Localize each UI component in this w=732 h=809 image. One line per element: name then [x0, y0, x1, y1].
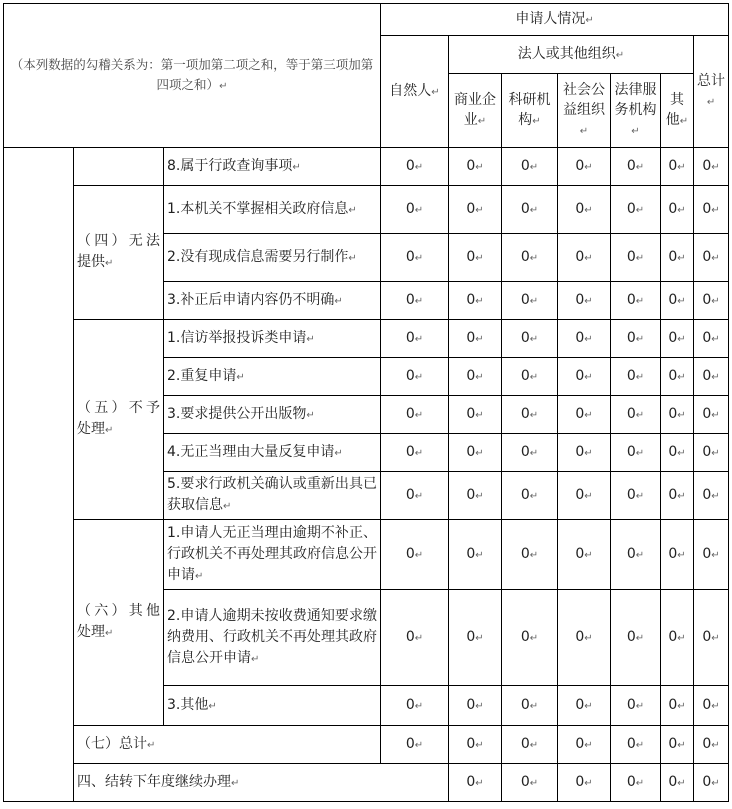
value-cell: 0↵: [381, 186, 449, 234]
paragraph-mark: ↵: [414, 295, 424, 307]
paragraph-mark: ↵: [711, 549, 720, 561]
paragraph-mark: ↵: [711, 739, 720, 751]
value-cell: 0↵: [449, 148, 502, 186]
paragraph-mark: ↵: [711, 161, 720, 173]
value-cell: 0↵: [381, 686, 449, 726]
paragraph-mark: ↵: [529, 777, 539, 789]
group-label-six: （六）其他处理↵: [74, 520, 164, 726]
paragraph-mark: ↵: [475, 295, 484, 307]
paragraph-mark: ↵: [677, 295, 686, 307]
paragraph-mark: ↵: [711, 371, 720, 383]
value-cell: 0↵: [611, 520, 661, 590]
value-cell: 0↵: [611, 726, 661, 764]
value-cell: 0↵: [558, 234, 611, 282]
value-cell: 0↵: [502, 186, 558, 234]
paragraph-mark: ↵: [584, 739, 593, 751]
table-note-cell: [4, 4, 381, 148]
paragraph-mark: ↵: [584, 632, 593, 644]
value-cell: 0↵: [558, 396, 611, 434]
paragraph-mark: ↵: [414, 700, 424, 712]
value-cell: 0↵: [661, 234, 694, 282]
paragraph-mark: ↵: [414, 739, 424, 751]
paragraph-mark: ↵: [414, 371, 424, 383]
paragraph-mark: ↵: [677, 409, 686, 421]
row-label: 3.其他↵: [164, 686, 381, 726]
paragraph-mark: ↵: [414, 549, 424, 561]
value-cell: 0↵: [694, 686, 729, 726]
value-cell: 0↵: [449, 686, 502, 726]
paragraph-mark: ↵: [529, 700, 539, 712]
paragraph-mark: ↵: [631, 125, 640, 137]
commercial-header: 商业企业↵: [449, 74, 502, 148]
value-cell: 0↵: [661, 282, 694, 320]
paragraph-mark: ↵: [584, 549, 593, 561]
value-cell: 0↵: [694, 472, 729, 520]
paragraph-mark: ↵: [585, 14, 594, 26]
paragraph-mark: ↵: [584, 371, 593, 383]
paragraph-mark: ↵: [584, 161, 593, 173]
paragraph-mark: ↵: [475, 490, 484, 502]
paragraph-mark: ↵: [223, 501, 232, 512]
value-cell: 0↵: [381, 520, 449, 590]
paragraph-mark: ↵: [679, 115, 689, 127]
paragraph-mark: ↵: [635, 549, 645, 561]
paragraph-mark: ↵: [529, 549, 539, 561]
value-cell: 0↵: [694, 520, 729, 590]
legal-service-header: 法律服务机构↵: [611, 74, 661, 148]
value-cell: 0↵: [449, 234, 502, 282]
value-cell: 0↵: [611, 472, 661, 520]
value-cell: 0↵: [449, 186, 502, 234]
total-header: 总计↵: [694, 36, 729, 148]
paragraph-mark: ↵: [584, 490, 593, 502]
paragraph-mark: ↵: [414, 333, 424, 345]
paragraph-mark: ↵: [677, 700, 686, 712]
paragraph-mark: ↵: [348, 252, 357, 264]
paragraph-mark: ↵: [231, 777, 240, 789]
paragraph-mark: ↵: [414, 161, 424, 173]
paragraph-mark: ↵: [635, 447, 645, 459]
row-label: 8.属于行政查询事项↵: [164, 148, 381, 186]
paragraph-mark: ↵: [475, 447, 484, 459]
paragraph-mark: ↵: [251, 653, 260, 665]
paragraph-mark: ↵: [334, 447, 343, 459]
paragraph-mark: ↵: [529, 409, 539, 421]
paragraph-mark: ↵: [635, 490, 645, 502]
paragraph-mark: ↵: [475, 333, 484, 345]
paragraph-mark: ↵: [677, 333, 686, 345]
paragraph-mark: ↵: [635, 739, 645, 751]
paragraph-mark: ↵: [635, 409, 645, 421]
value-cell: 0↵: [502, 396, 558, 434]
value-cell: 0↵: [502, 358, 558, 396]
value-cell: 0↵: [611, 764, 661, 802]
table-row: [4, 186, 729, 234]
paragraph-mark: ↵: [677, 204, 686, 216]
paragraph-mark: ↵: [711, 777, 720, 789]
paragraph-mark: ↵: [306, 333, 315, 345]
paragraph-mark: ↵: [677, 161, 686, 173]
paragraph-mark: ↵: [635, 632, 645, 644]
paragraph-mark: ↵: [615, 49, 625, 61]
value-cell: 0↵: [694, 396, 729, 434]
paragraph-mark: ↵: [475, 549, 484, 561]
group-label-four: （四）无法提供↵: [74, 186, 164, 320]
value-cell: 0↵: [449, 726, 502, 764]
value-cell: 0↵: [661, 472, 694, 520]
value-cell: 0↵: [661, 590, 694, 686]
value-cell: 0↵: [611, 434, 661, 472]
paragraph-mark: ↵: [475, 700, 484, 712]
paragraph-mark: ↵: [105, 425, 114, 436]
row-label: 1.本机关不掌握相关政府信息↵: [164, 186, 381, 234]
paragraph-mark: ↵: [635, 700, 645, 712]
paragraph-mark: ↵: [475, 204, 484, 216]
paragraph-mark: ↵: [635, 777, 645, 789]
paragraph-mark: ↵: [529, 447, 539, 459]
value-cell: 0↵: [558, 726, 611, 764]
paragraph-mark: ↵: [711, 447, 720, 459]
paragraph-mark: ↵: [711, 490, 720, 502]
value-cell: 0↵: [558, 358, 611, 396]
research-header: 科研机构↵: [502, 74, 558, 148]
value-cell: 0↵: [381, 434, 449, 472]
paragraph-mark: ↵: [529, 632, 539, 644]
next-year-label: 四、结转下年度继续办理↵: [74, 764, 449, 802]
paragraph-mark: ↵: [677, 252, 686, 264]
value-cell: 0↵: [381, 472, 449, 520]
table-row: [4, 148, 729, 186]
paragraph-mark: ↵: [635, 161, 645, 173]
value-cell: 0↵: [694, 320, 729, 358]
paragraph-mark: ↵: [529, 739, 539, 751]
value-cell: 0↵: [661, 520, 694, 590]
legal-org-header: 法人或其他组织↵: [449, 36, 694, 74]
value-cell: 0↵: [611, 396, 661, 434]
value-cell: 0↵: [694, 282, 729, 320]
paragraph-mark: ↵: [677, 739, 686, 751]
table-note: （本列数据的勾稽关系为：第一项加第二项之和，等于第三项加第四项之和）: [10, 56, 374, 92]
row-label: 3.补正后申请内容仍不明确↵: [164, 282, 381, 320]
value-cell: 0↵: [661, 434, 694, 472]
paragraph-mark: ↵: [414, 490, 424, 502]
value-cell: 0↵: [661, 686, 694, 726]
row-label: 2.没有现成信息需要另行制作↵: [164, 234, 381, 282]
paragraph-mark: ↵: [306, 409, 315, 421]
row-label: 5.要求行政机关确认或重新出具已获取信息↵: [164, 472, 381, 520]
paragraph-mark: ↵: [414, 632, 424, 644]
value-cell: 0↵: [661, 320, 694, 358]
value-cell: 0↵: [381, 320, 449, 358]
value-cell: 0↵: [661, 764, 694, 802]
paragraph-mark: ↵: [334, 295, 343, 307]
paragraph-mark: ↵: [475, 161, 484, 173]
paragraph-mark: ↵: [475, 252, 484, 264]
paragraph-mark: ↵: [711, 252, 720, 264]
value-cell: 0↵: [661, 148, 694, 186]
value-cell: 0↵: [558, 186, 611, 234]
paragraph-mark: ↵: [475, 371, 484, 383]
paragraph-mark: ↵: [635, 333, 645, 345]
paragraph-mark: ↵: [711, 333, 720, 345]
row-label: 1.信访举报投诉类申请↵: [164, 320, 381, 358]
paragraph-mark: ↵: [706, 96, 716, 108]
paragraph-mark: ↵: [147, 739, 156, 751]
paragraph-mark: ↵: [584, 777, 593, 789]
value-cell: 0↵: [502, 764, 558, 802]
paragraph-mark: ↵: [414, 447, 424, 459]
value-cell: 0↵: [502, 520, 558, 590]
value-cell: 0↵: [694, 186, 729, 234]
applicant-header: 申请人情况↵: [381, 4, 729, 36]
value-cell: 0↵: [694, 726, 729, 764]
value-cell: 0↵: [381, 590, 449, 686]
value-cell: 0↵: [502, 686, 558, 726]
value-cell: 0↵: [694, 358, 729, 396]
value-cell: 0↵: [611, 320, 661, 358]
paragraph-mark: ↵: [348, 204, 357, 216]
value-cell: 0↵: [502, 434, 558, 472]
paragraph-mark: ↵: [475, 632, 484, 644]
paragraph-mark: ↵: [529, 333, 539, 345]
paragraph-mark: ↵: [711, 409, 720, 421]
value-cell: 0↵: [502, 282, 558, 320]
paragraph-mark: ↵: [635, 295, 645, 307]
paragraph-mark: ↵: [677, 447, 686, 459]
paragraph-mark: ↵: [584, 409, 593, 421]
paragraph-mark: ↵: [584, 252, 593, 264]
paragraph-mark: ↵: [529, 204, 539, 216]
group-label-seven: （七）总计↵: [74, 726, 381, 764]
paragraph-mark: ↵: [477, 115, 487, 127]
value-cell: 0↵: [449, 764, 502, 802]
paragraph-mark: ↵: [105, 258, 114, 269]
value-cell: 0↵: [661, 726, 694, 764]
value-cell: 0↵: [381, 396, 449, 434]
row-label: 1.申请人无正当理由逾期不补正、行政机关不再处理其政府信息公开申请↵: [164, 520, 381, 590]
value-cell: 0↵: [381, 358, 449, 396]
value-cell: 0↵: [381, 726, 449, 764]
paragraph-mark: ↵: [292, 161, 301, 173]
paragraph-mark: ↵: [219, 80, 228, 92]
paragraph-mark: ↵: [431, 86, 440, 98]
value-cell: 0↵: [502, 472, 558, 520]
value-cell: 0↵: [611, 686, 661, 726]
value-cell: 0↵: [449, 434, 502, 472]
row-label: 2.重复申请↵: [164, 358, 381, 396]
value-cell: 0↵: [611, 358, 661, 396]
natural-person-header: 自然人↵: [381, 36, 449, 148]
value-cell: 0↵: [694, 764, 729, 802]
paragraph-mark: ↵: [414, 409, 424, 421]
paragraph-mark: ↵: [584, 333, 593, 345]
paragraph-mark: ↵: [195, 570, 204, 582]
value-cell: 0↵: [611, 148, 661, 186]
value-cell: 0↵: [449, 320, 502, 358]
value-cell: 0↵: [449, 396, 502, 434]
row-label: 4.无正当理由大量反复申请↵: [164, 434, 381, 472]
paragraph-mark: ↵: [105, 628, 114, 639]
paragraph-mark: ↵: [677, 632, 686, 644]
value-cell: 0↵: [502, 590, 558, 686]
paragraph-mark: ↵: [635, 371, 645, 383]
paragraph-mark: ↵: [414, 252, 424, 264]
row-label: 2.申请人逾期未按收费通知要求缴纳费用、行政机关不再处理其政府信息公开申请↵: [164, 590, 381, 686]
value-cell: 0↵: [558, 520, 611, 590]
table-row: [4, 726, 729, 764]
paragraph-mark: ↵: [475, 409, 484, 421]
table-row: [4, 320, 729, 358]
paragraph-mark: ↵: [529, 295, 539, 307]
paragraph-mark: ↵: [711, 632, 720, 644]
value-cell: 0↵: [611, 186, 661, 234]
paragraph-mark: ↵: [584, 295, 593, 307]
value-cell: 0↵: [611, 282, 661, 320]
paragraph-mark: ↵: [208, 700, 217, 712]
paragraph-mark: ↵: [584, 700, 593, 712]
paragraph-mark: ↵: [532, 115, 541, 127]
paragraph-mark: ↵: [475, 739, 484, 751]
value-cell: 0↵: [661, 396, 694, 434]
value-cell: 0↵: [694, 148, 729, 186]
value-cell: 0↵: [502, 234, 558, 282]
paragraph-mark: ↵: [711, 295, 720, 307]
other-header: 其他↵: [661, 74, 694, 148]
value-cell: 0↵: [694, 590, 729, 686]
value-cell: 0↵: [502, 320, 558, 358]
value-cell: 0↵: [661, 186, 694, 234]
paragraph-mark: ↵: [236, 371, 245, 383]
value-cell: 0↵: [611, 234, 661, 282]
value-cell: 0↵: [694, 434, 729, 472]
table-row: [4, 520, 729, 590]
paragraph-mark: ↵: [529, 490, 539, 502]
value-cell: 0↵: [558, 590, 611, 686]
value-cell: 0↵: [558, 320, 611, 358]
paragraph-mark: ↵: [677, 549, 686, 561]
paragraph-mark: ↵: [635, 204, 645, 216]
paragraph-mark: ↵: [711, 700, 720, 712]
row-label: 3.要求提供公开出版物↵: [164, 396, 381, 434]
value-cell: 0↵: [558, 434, 611, 472]
paragraph-mark: ↵: [579, 125, 589, 137]
value-cell: 0↵: [502, 726, 558, 764]
value-cell: 0↵: [611, 590, 661, 686]
paragraph-mark: ↵: [475, 777, 484, 789]
value-cell: 0↵: [449, 520, 502, 590]
value-cell: 0↵: [558, 282, 611, 320]
table-row: [4, 764, 729, 802]
paragraph-mark: ↵: [584, 447, 593, 459]
value-cell: 0↵: [449, 590, 502, 686]
value-cell: 0↵: [558, 764, 611, 802]
paragraph-mark: ↵: [711, 204, 720, 216]
value-cell: 0↵: [381, 282, 449, 320]
value-cell: 0↵: [449, 358, 502, 396]
value-cell: 0↵: [661, 358, 694, 396]
social-header: 社会公益组织↵: [558, 74, 611, 148]
value-cell: 0↵: [381, 234, 449, 282]
paragraph-mark: ↵: [529, 161, 539, 173]
paragraph-mark: ↵: [529, 371, 539, 383]
paragraph-mark: ↵: [677, 777, 686, 789]
paragraph-mark: ↵: [584, 204, 593, 216]
paragraph-mark: ↵: [529, 252, 539, 264]
value-cell: 0↵: [449, 472, 502, 520]
value-cell: 0↵: [558, 472, 611, 520]
value-cell: 0↵: [694, 234, 729, 282]
disclosure-stats-table: [3, 3, 729, 802]
paragraph-mark: ↵: [414, 204, 424, 216]
value-cell: 0↵: [502, 148, 558, 186]
paragraph-mark: ↵: [677, 490, 686, 502]
value-cell: 0↵: [449, 282, 502, 320]
paragraph-mark: ↵: [635, 252, 645, 264]
value-cell: 0↵: [558, 148, 611, 186]
value-cell: 0↵: [558, 686, 611, 726]
group-label-five: （五）不予处理↵: [74, 320, 164, 520]
paragraph-mark: ↵: [677, 371, 686, 383]
value-cell: 0↵: [381, 148, 449, 186]
